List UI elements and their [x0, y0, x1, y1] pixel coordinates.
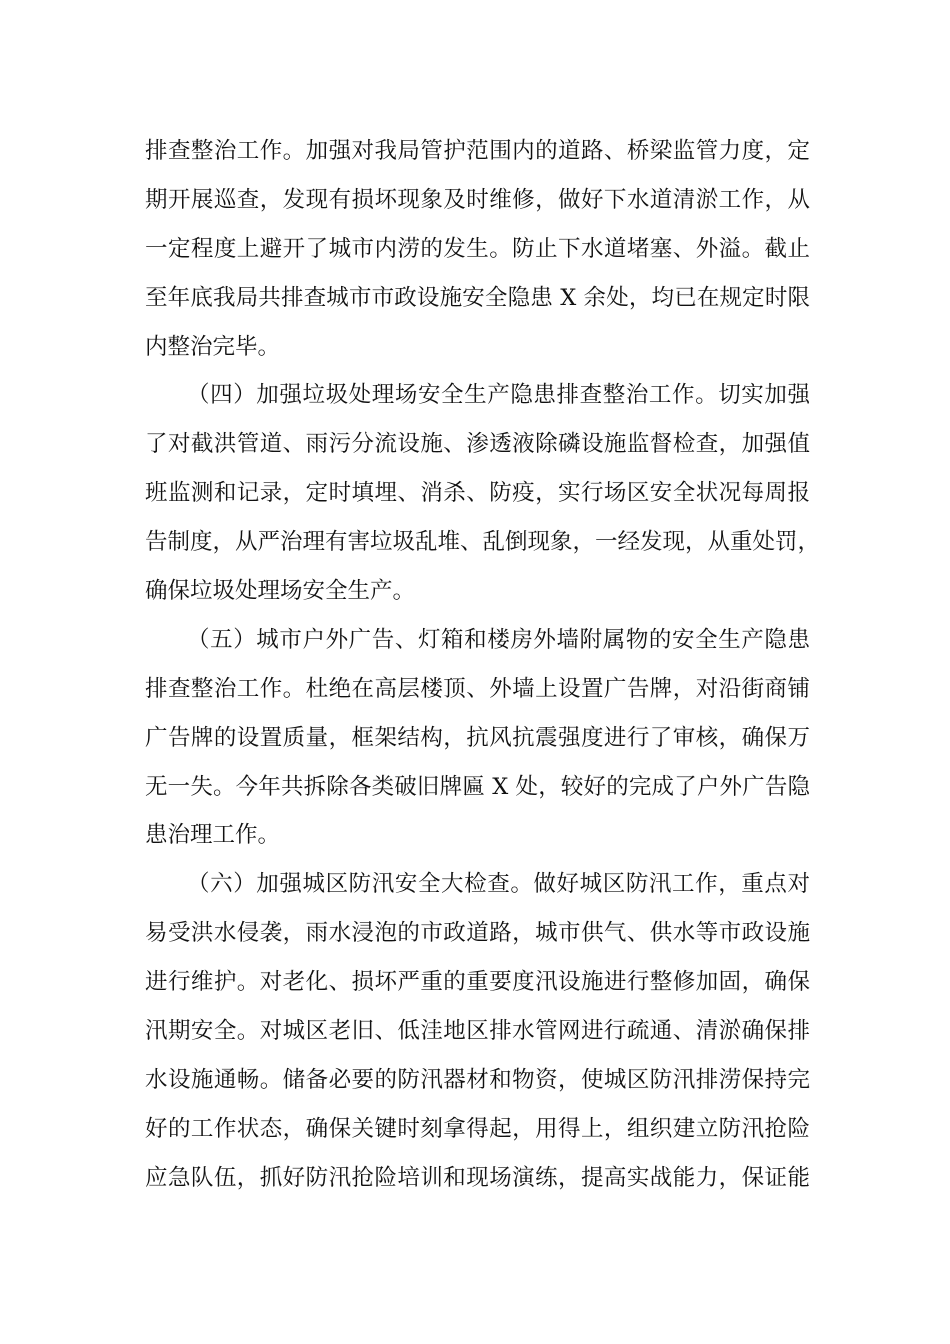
- text-line: 易受洪水侵袭，雨水浸泡的市政道路，城市供气、供水等市政设施: [145, 920, 810, 947]
- paragraph-heading-line: （六）加强城区防汛安全大检查。做好城区防汛工作，重点对: [187, 871, 810, 898]
- text-line: 进行维护。对老化、损坏严重的重要度汛设施进行整修加固，确保: [145, 969, 810, 996]
- text-line: 内整治完毕。: [145, 333, 281, 360]
- text-line: 了对截洪管道、雨污分流设施、渗透液除磷设施监督检查，加强值: [145, 431, 810, 458]
- text-line: 一定程度上避开了城市内涝的发生。防止下水道堵塞、外溢。截止: [145, 235, 810, 262]
- document-body: [145, 127, 821, 1203]
- text-line: 至年底我局共排查城市市政设施安全隐患 X 余处，均已在规定时限: [145, 284, 810, 311]
- paragraph-heading-line: （五）城市户外广告、灯箱和楼房外墙附属物的安全生产隐患: [187, 626, 810, 653]
- text-line: 好的工作状态，确保关键时刻拿得起，用得上，组织建立防汛抢险: [145, 1115, 810, 1142]
- text-line: 告制度，从严治理有害垃圾乱堆、乱倒现象，一经发现，从重处罚，: [145, 529, 821, 556]
- text-line: 患治理工作。: [145, 822, 281, 849]
- text-line: 排查整治工作。杜绝在高层楼顶、外墙上设置广告牌，对沿街商铺: [145, 675, 810, 702]
- text-line: 广告牌的设置质量，框架结构，抗风抗震强度进行了审核，确保万: [145, 724, 810, 751]
- text-line: 期开展巡查，发现有损坏现象及时维修，做好下水道清淤工作，从: [145, 186, 810, 213]
- text-line: 排查整治工作。加强对我局管护范围内的道路、桥梁监管力度，定: [145, 138, 810, 164]
- text-line: 汛期安全。对城区老旧、低洼地区排水管网进行疏通、清淤确保排: [145, 1018, 810, 1045]
- text-line: 无一失。今年共拆除各类破旧牌匾 X 处，较好的完成了户外广告隐: [145, 773, 810, 800]
- text-line: 班监测和记录，定时填埋、消杀、防疫，实行场区安全状况每周报: [145, 480, 810, 507]
- text-line: 确保垃圾处理场安全生产。: [145, 578, 416, 605]
- paragraph-heading-line: （四）加强垃圾处理场安全生产隐患排查整治工作。切实加强: [187, 382, 810, 409]
- text-line: 应急队伍，抓好防汛抢险培训和现场演练，提高实战能力，保证能: [145, 1164, 810, 1191]
- text-line: 水设施通畅。储备必要的防汛器材和物资，使城区防汛排涝保持完: [145, 1066, 810, 1093]
